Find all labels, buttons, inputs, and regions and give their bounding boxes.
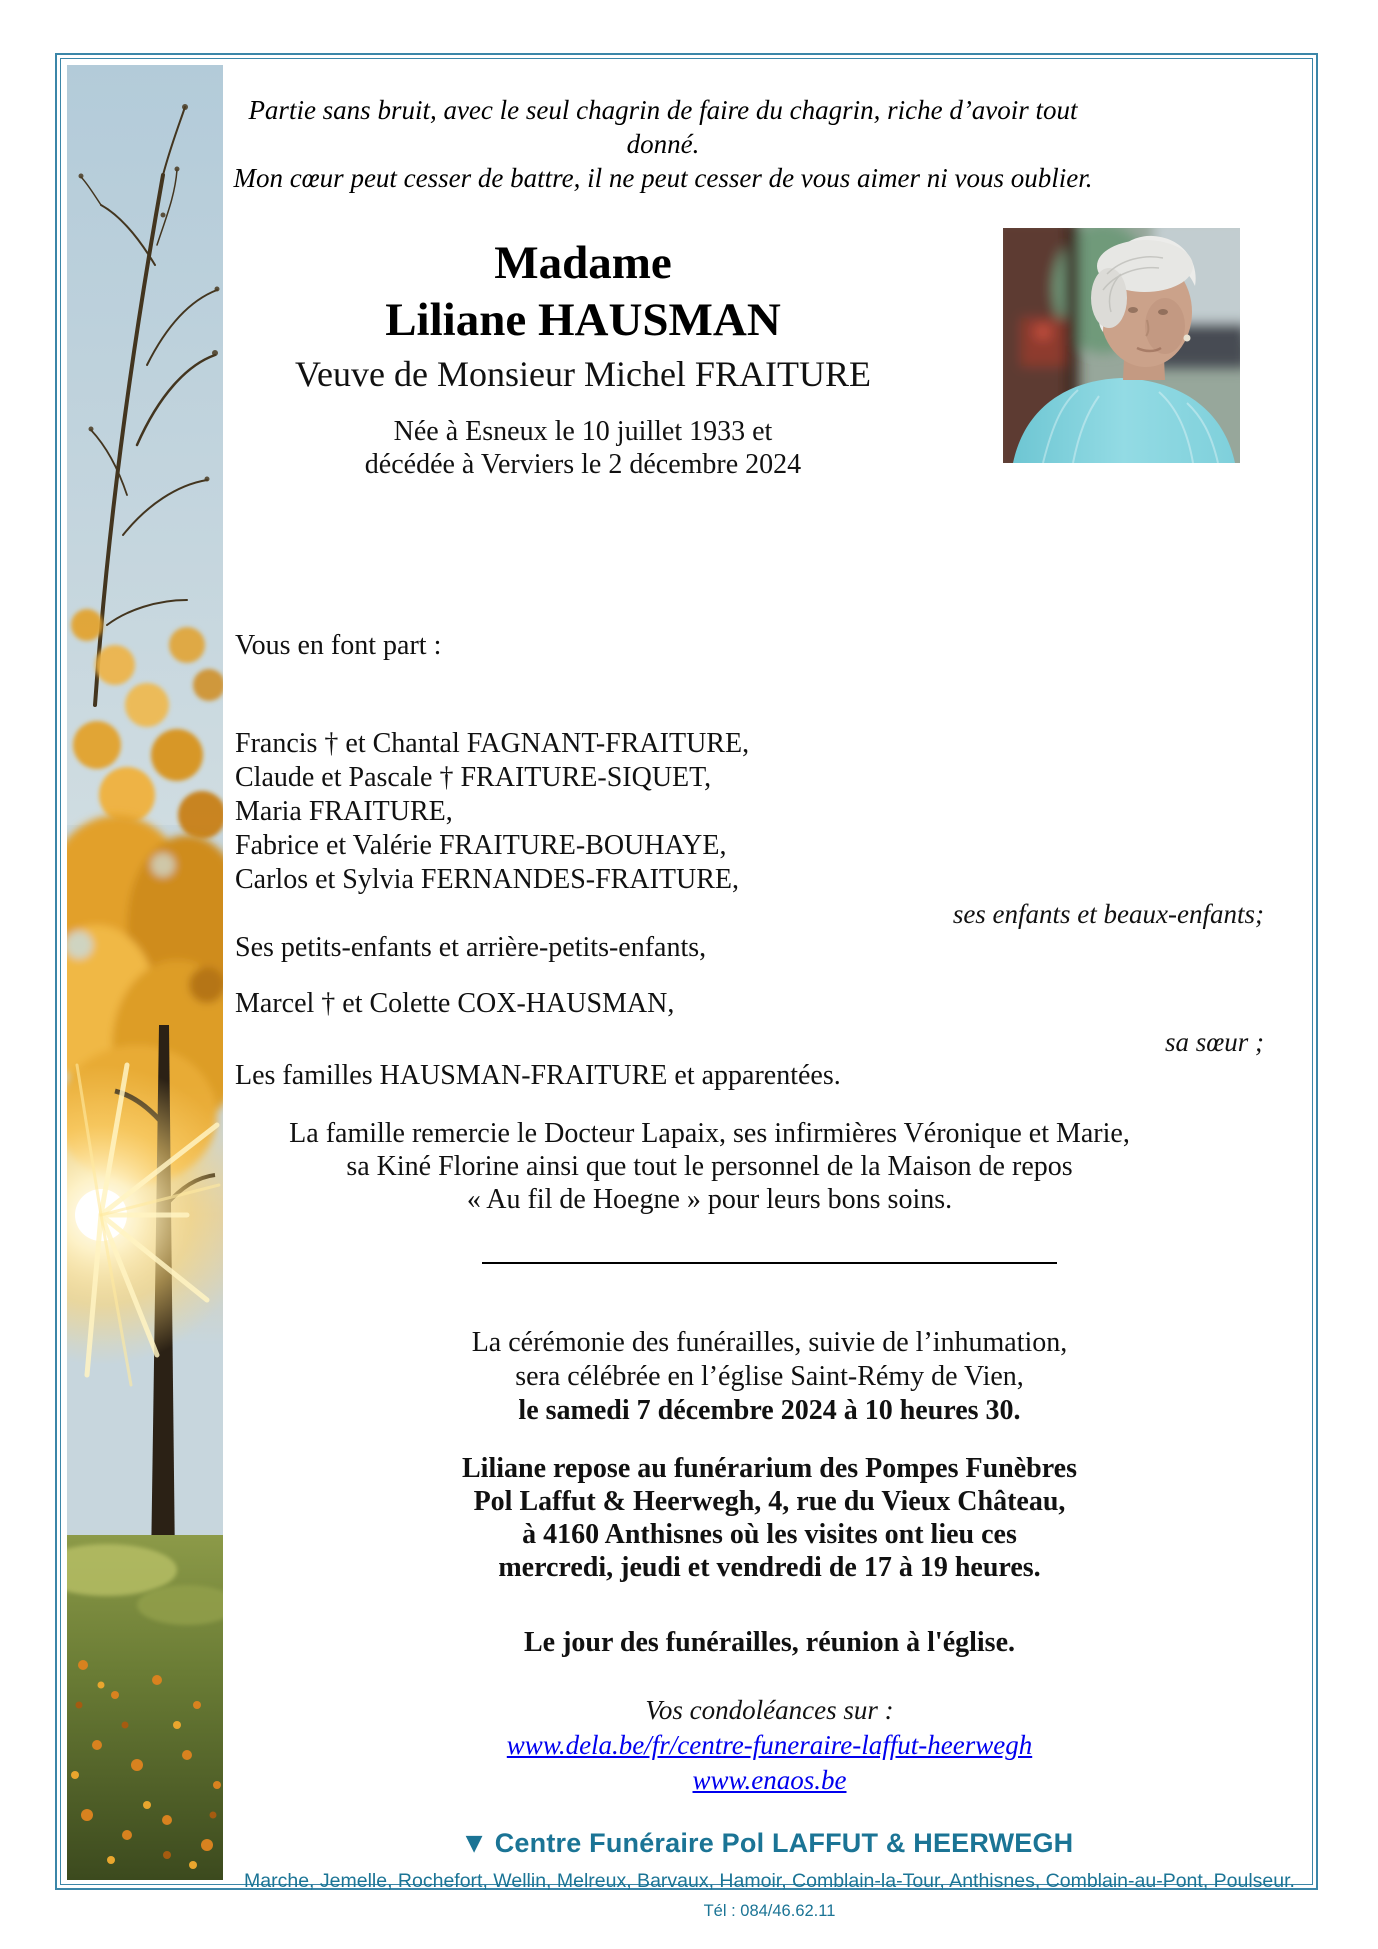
condolences-link-enaos[interactable]: www.enaos.be xyxy=(692,1765,847,1795)
families-line: Les familles HAUSMAN-FRAITURE et apparentées. xyxy=(235,1060,841,1091)
thanks-line2: sa Kiné Florine ainsi que tout le personnel de la Maison de repos xyxy=(346,1151,1073,1182)
deceased-name: Liliane HAUSMAN xyxy=(385,294,781,346)
thanks-line1: La famille remercie le Docteur Lapaix, ses infirmières Véronique et Marie, xyxy=(289,1118,1130,1149)
epigraph-line2: Mon cœur peut cesser de battre, il ne peut cesser de vous aimer ni vous oublier. xyxy=(233,163,1093,193)
funeral-home-phone: Tél : 084/46.62.11 xyxy=(703,1902,836,1920)
ceremony-line2: sera célébrée en l’église Saint-Rémy de Vien, xyxy=(515,1361,1024,1392)
sister-couple-line: Marcel † et Colette COX-HAUSMAN, xyxy=(235,988,675,1019)
repose-paragraph xyxy=(223,1452,1316,1584)
deceased-widow-of: Veuve de Monsieur Michel FRAITURE xyxy=(295,354,871,394)
content-column xyxy=(223,65,1316,1921)
funeral-home-brand xyxy=(223,1826,1316,1861)
list-item: Maria FRAITURE, xyxy=(235,796,453,827)
funeral-home-locations: Marche, Jemelle, Rochefort, Wellin, Melreux, Barvaux, Hamoir, Comblain-la-Tour, Anthisnes, Comblain-au-Pont, Poulseur. xyxy=(244,1870,1295,1892)
children-list xyxy=(223,727,1316,897)
separator-line xyxy=(482,1262,1057,1264)
condolences-label: Vos condoléances sur : xyxy=(645,1695,894,1725)
deceased-dates xyxy=(223,415,943,481)
autumn-strip-photo xyxy=(67,65,223,1880)
repose-line1: Liliane repose au funérarium des Pompes Funèbres xyxy=(462,1453,1077,1484)
funeral-home-footer xyxy=(223,1826,1316,1921)
list-item: Carlos et Sylvia FERNANDES-FRAITURE, xyxy=(235,864,739,895)
sister-relation-label: sa sœur ; xyxy=(1164,1027,1264,1057)
deceased-born: Née à Esneux le 10 juillet 1933 et xyxy=(393,416,773,447)
list-item: Francis † et Chantal FAGNANT-FRAITURE, xyxy=(235,728,750,759)
deceased-title: Madame xyxy=(494,237,672,289)
deceased-died: décédée à Verviers le 2 décembre 2024 xyxy=(364,449,802,480)
epigraph xyxy=(223,93,1103,195)
meeting-line: Le jour des funérailles, réunion à l'église. xyxy=(523,1627,1016,1658)
repose-line3: à 4160 Anthisnes où les visites ont lieu ces xyxy=(522,1519,1017,1550)
condolences-link-dela[interactable]: www.dela.be/fr/centre-funeraire-laffut-heerwegh xyxy=(506,1730,1033,1760)
thanks-paragraph xyxy=(223,1117,1196,1216)
repose-line4: mercredi, jeudi et vendredi de 17 à 19 heures. xyxy=(498,1552,1041,1583)
announcement-intro: Vous en font part : xyxy=(235,630,442,661)
deceased-title-block xyxy=(223,235,943,481)
children-relation-label: ses enfants et beaux-enfants; xyxy=(952,899,1264,929)
grandchildren-line: Ses petits-enfants et arrière-petits-enfants, xyxy=(235,932,707,963)
epigraph-line1: Partie sans bruit, avec le seul chagrin de faire du chagrin, riche d’avoir tout donné. xyxy=(248,95,1078,159)
thanks-line3: « Au fil de Hoegne » pour leurs bons soins. xyxy=(466,1184,953,1215)
funeral-home-name: Centre Funéraire Pol LAFFUT & HEERWEGH xyxy=(494,1828,1074,1858)
list-item: Fabrice et Valérie FRAITURE-BOUHAYE, xyxy=(235,830,727,861)
triangle-logo-icon: ▼ xyxy=(465,1831,483,1856)
condolences-block xyxy=(223,1693,1316,1798)
repose-line2: Pol Laffut & Heerwegh, 4, rue du Vieux Château, xyxy=(473,1486,1066,1517)
ceremony-date-line: le samedi 7 décembre 2024 à 10 heures 30. xyxy=(518,1395,1021,1426)
ceremony-line1: La cérémonie des funérailles, suivie de l’inhumation, xyxy=(471,1327,1068,1358)
ceremony-paragraph xyxy=(223,1326,1316,1428)
list-item: Claude et Pascale † FRAITURE-SIQUET, xyxy=(235,762,712,793)
